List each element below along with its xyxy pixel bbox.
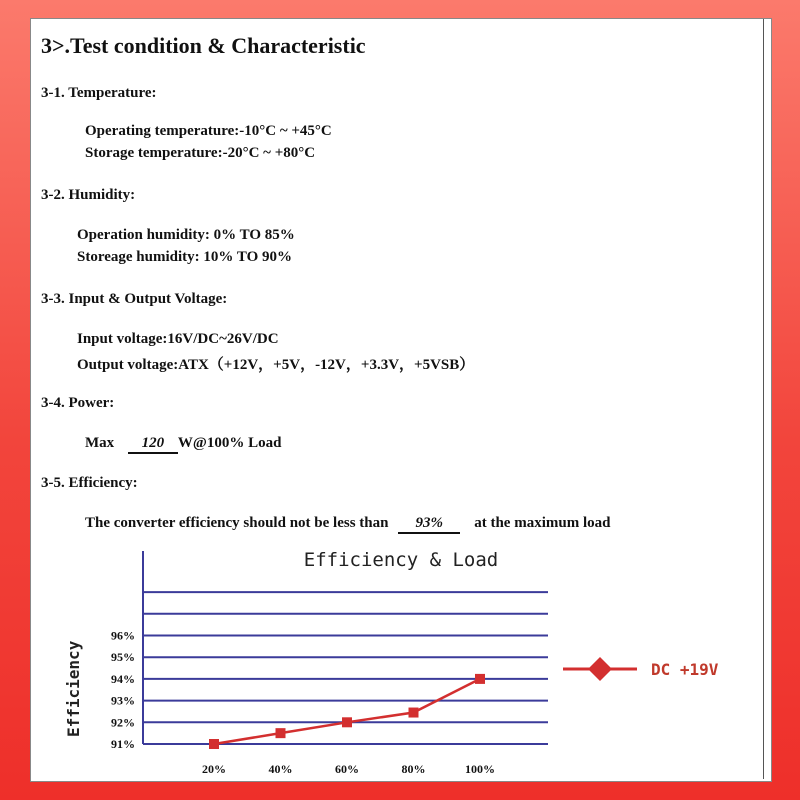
power-value: 120 <box>128 435 178 454</box>
efficiency-prefix: The converter efficiency should not be less than <box>85 515 389 531</box>
chart-y-tick-label: 91% <box>111 737 135 751</box>
storage-humidity: Storeage humidity: 10% TO 90% <box>77 249 293 265</box>
chart-y-tick-label: 96% <box>111 628 135 643</box>
efficiency-suffix: at the maximum load <box>474 515 611 531</box>
output-voltage: Output voltage:ATX（+12V，+5V，-12V，+3.3V，+5VSB） <box>77 357 475 373</box>
chart-x-tick-label: 80% <box>401 762 426 776</box>
chart-y-tick-label: 94% <box>111 671 135 686</box>
chart-data-point <box>276 728 286 738</box>
chart-y-tick-label: 92% <box>111 715 135 730</box>
section-heading: 3>.Test condition & Characteristic <box>41 33 366 58</box>
operation-humidity: Operation humidity: 0% TO 85% <box>77 227 295 243</box>
chart-legend-marker <box>588 657 612 681</box>
input-voltage: Input voltage:16V/DC~26V/DC <box>77 331 279 347</box>
humidity-title: 3-2. Humidity: <box>41 187 136 203</box>
chart-x-tick-label: 40% <box>268 762 293 776</box>
power-suffix: W@100% Load <box>177 435 282 451</box>
chart-y-tick-label: 95% <box>111 650 135 665</box>
chart-y-tick-label: 93% <box>111 693 135 708</box>
chart-data-point <box>475 674 485 684</box>
chart-data-point <box>209 739 219 749</box>
temperature-title: 3-1. Temperature: <box>41 85 157 101</box>
spec-page <box>30 18 772 782</box>
chart-y-axis-label: Efficiency <box>64 640 83 737</box>
efficiency-title: 3-5. Efficiency: <box>41 475 138 491</box>
chart-data-point <box>342 717 352 727</box>
chart-data-point <box>409 708 419 718</box>
operating-temperature: Operating temperature:-10°C ~ +45°C <box>85 123 332 139</box>
storage-temperature: Storage temperature:-20°C ~ +80°C <box>85 145 316 161</box>
chart-series-line <box>214 679 480 744</box>
chart-title: Efficiency & Load <box>303 549 499 571</box>
efficiency-value: 93% <box>398 515 460 534</box>
chart-x-tick-label: 60% <box>335 762 359 776</box>
chart-legend-label: DC +19V <box>651 660 719 679</box>
chart-x-tick-label: 20% <box>202 762 226 776</box>
power-title: 3-4. Power: <box>41 395 115 411</box>
chart-x-tick-label: 100% <box>465 762 495 776</box>
efficiency-chart <box>31 19 771 781</box>
power-prefix: Max <box>85 435 115 451</box>
voltage-title: 3-3. Input & Output Voltage: <box>41 291 228 307</box>
